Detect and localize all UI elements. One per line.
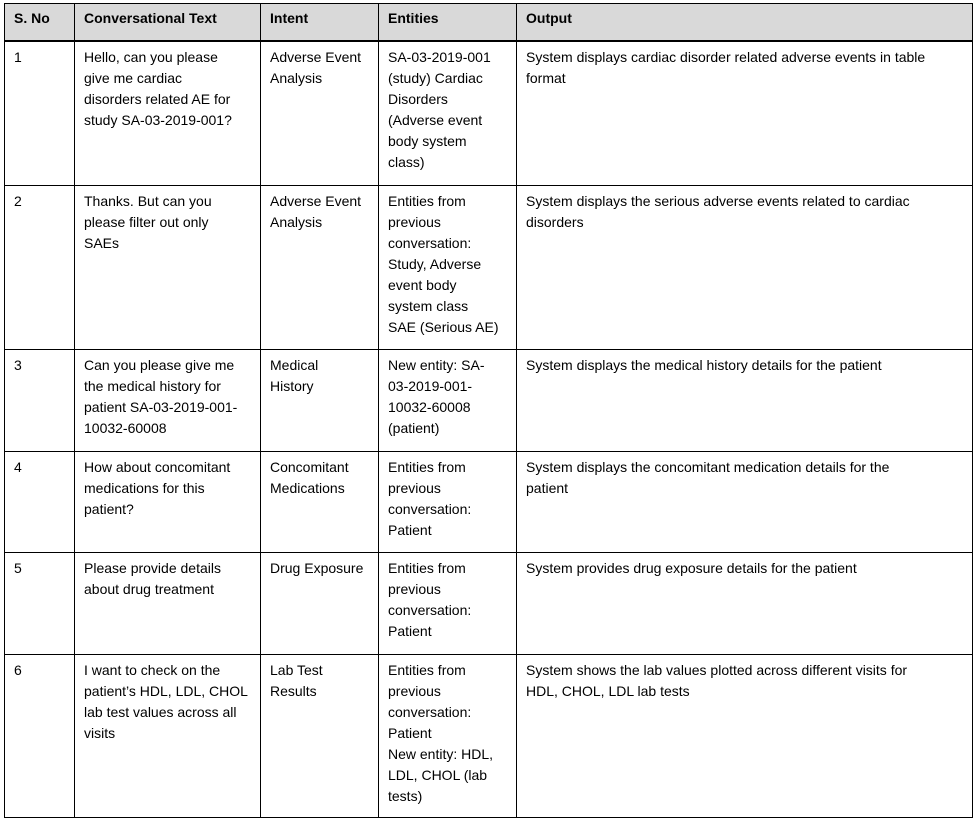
cell-entities: Entities from previous conversation: Study, Adverse event body system class SAE (Serious AE) bbox=[379, 186, 517, 350]
cell-output: System shows the lab values plotted across different visits for HDL, CHOL, LDL lab tests bbox=[517, 655, 973, 818]
cell-output: System provides drug exposure details for the patient bbox=[517, 553, 973, 655]
cell-sno: 3 bbox=[5, 350, 75, 452]
cell-conversational-text: I want to check on the patient’s HDL, LDL, CHOL lab test values across all visits bbox=[75, 655, 261, 818]
table-row bbox=[5, 553, 973, 655]
cell-sno: 5 bbox=[5, 553, 75, 655]
cell-entities: Entities from previous conversation: Patient New entity: HDL, LDL, CHOL (lab tests) bbox=[379, 655, 517, 818]
cell-entities: SA-03-2019-001 (study) Cardiac Disorders (Adverse event body system class) bbox=[379, 41, 517, 186]
cell-intent: Medical History bbox=[261, 350, 379, 452]
cell-sno: 4 bbox=[5, 452, 75, 553]
cell-output: System displays cardiac disorder related adverse events in table format bbox=[517, 41, 973, 186]
cell-conversational-text: How about concomitant medications for this patient? bbox=[75, 452, 261, 553]
conversation-table bbox=[4, 3, 973, 818]
cell-sno: 6 bbox=[5, 655, 75, 818]
header-entities: Entities bbox=[379, 4, 517, 42]
header-output: Output bbox=[517, 4, 973, 42]
cell-output: System displays the serious adverse events related to cardiac disorders bbox=[517, 186, 973, 350]
cell-conversational-text: Thanks. But can you please filter out only SAEs bbox=[75, 186, 261, 350]
cell-output: System displays the medical history details for the patient bbox=[517, 350, 973, 452]
header-sno: S. No bbox=[5, 4, 75, 42]
table-row bbox=[5, 41, 973, 186]
cell-intent: Adverse Event Analysis bbox=[261, 41, 379, 186]
cell-entities: Entities from previous conversation: Patient bbox=[379, 553, 517, 655]
table-row bbox=[5, 452, 973, 553]
cell-intent: Adverse Event Analysis bbox=[261, 186, 379, 350]
cell-conversational-text: Can you please give me the medical history for patient SA-03-2019-001- 10032-60008 bbox=[75, 350, 261, 452]
cell-sno: 2 bbox=[5, 186, 75, 350]
header-intent: Intent bbox=[261, 4, 379, 42]
cell-intent: Concomitant Medications bbox=[261, 452, 379, 553]
cell-sno: 1 bbox=[5, 41, 75, 186]
header-conversational-text: Conversational Text bbox=[75, 4, 261, 42]
table-row bbox=[5, 186, 973, 350]
cell-entities: Entities from previous conversation: Patient bbox=[379, 452, 517, 553]
cell-intent: Lab Test Results bbox=[261, 655, 379, 818]
cell-intent: Drug Exposure bbox=[261, 553, 379, 655]
cell-output: System displays the concomitant medication details for the patient bbox=[517, 452, 973, 553]
table-header-row bbox=[5, 4, 973, 42]
cell-conversational-text: Hello, can you please give me cardiac disorders related AE for study SA-03-2019-001? bbox=[75, 41, 261, 186]
table-row bbox=[5, 350, 973, 452]
cell-conversational-text: Please provide details about drug treatment bbox=[75, 553, 261, 655]
table-row bbox=[5, 655, 973, 818]
cell-entities: New entity: SA- 03-2019-001- 10032-60008 (patient) bbox=[379, 350, 517, 452]
